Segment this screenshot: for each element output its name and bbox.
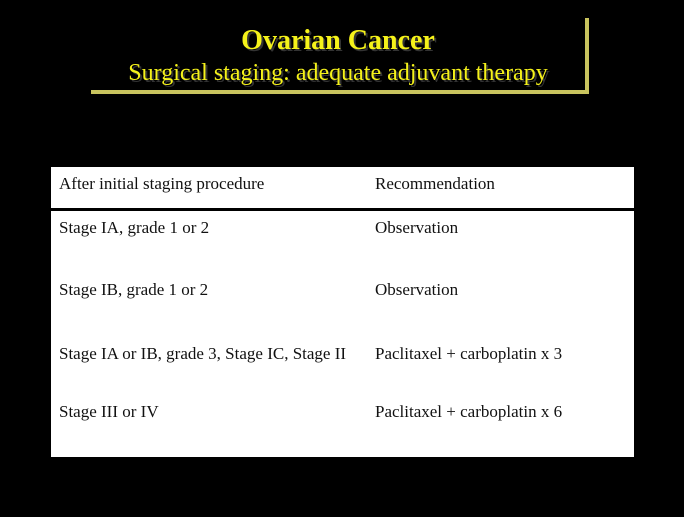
row-2-recommendation: Observation: [375, 280, 459, 299]
header-recommendation: Recommendation: [375, 174, 495, 193]
slide-subtitle: Surgical staging: adequate adjuvant therapy: [128, 60, 548, 86]
row-3-stage: Stage IA or IB, grade 3, Stage IC, Stage II: [59, 344, 347, 363]
staging-table: [51, 167, 634, 457]
slide-title: Ovarian Cancer: [241, 25, 435, 56]
row-2-stage: Stage IB, grade 1 or 2: [59, 280, 209, 299]
row-3-recommendation: Paclitaxel + carboplatin x 3: [375, 344, 563, 363]
row-4-stage: Stage III or IV: [59, 402, 159, 421]
table-header-row: [51, 167, 634, 211]
row-4-recommendation: Paclitaxel + carboplatin x 6: [375, 402, 563, 421]
row-1-stage: Stage IA, grade 1 or 2: [59, 218, 210, 237]
row-1-recommendation: Observation: [375, 218, 459, 237]
title-box: [91, 18, 589, 94]
header-stage: After initial staging procedure: [59, 174, 265, 193]
